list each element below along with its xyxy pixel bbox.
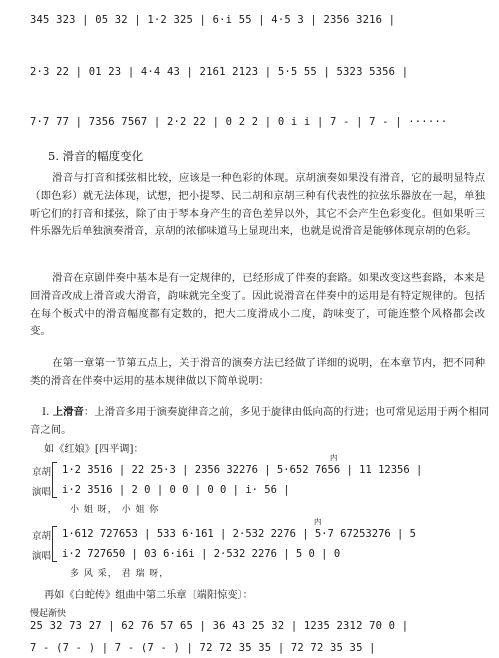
notation-row-3: 7·7 77 | 7356 7567 | 2·2 22 | 0 2 2 | 0 i i | 7 - | 7 - | ······: [30, 116, 448, 128]
lyrics-line: 小 姐 呀， 小 姐 你: [70, 505, 160, 515]
lyrics-line: 多 风 采， 君 瑞 呀，: [70, 569, 170, 579]
part-label-jinghu: 京胡: [32, 467, 52, 478]
notation-row-1: 345 323 | 05 32 | 1·2 325 | 6·i 55 | 4·5 3 | 2356 3216 |: [30, 14, 396, 26]
example-2-row-2: 7 - (7 - ) | 7 - (7 - ) | 72 72 35 35 | 72 72 35 35 |: [30, 642, 376, 654]
example-1-label: 如《红娘》[四平调]：: [44, 444, 144, 455]
paragraph-1-text: 滑音与打音和揉弦相比较，应该是一种色彩的体现。京胡演奏如果没有滑音，它的最明显特点（即色彩）就无法体现，试想，把小提琴、民二胡和京胡三种有代表性的拉弦乐器放在一起，单独听它们的打音和揉弦，除了由于琴本身产生的音色差异以外，其它不会产生色彩变化。但如果听三件乐器先后单独演奏滑音，京胡的浓郁味道马上显现出来，也就是说滑音是能够体现京胡的色彩。: [30, 172, 485, 238]
part-label-jinghu: 京胡: [32, 531, 52, 542]
tempo-mark: 慢起渐快: [30, 609, 67, 619]
paragraph-3: [30, 355, 485, 391]
part-label-vocal: 演唱: [32, 551, 52, 562]
example-2-label: 再如《白蛇传》组曲中第二乐章〔端阳惊变〕：: [44, 590, 253, 601]
score-system-1: [30, 453, 490, 516]
paragraph-3-text: 在第一章第一节第五点上，关于滑音的演奏方法已经做了详细的说明，在本章节内，把不同种类的滑音在伴奏中运用的基本规律做以下简单说明：: [30, 357, 485, 387]
score-system-2: [30, 517, 490, 580]
score-brace: [52, 526, 57, 562]
paragraph-2: [30, 270, 485, 341]
paragraph-1: [30, 170, 485, 241]
jinghu-line: 1·2 3516 | 22 25·3 | 2356 32276 | 5·652 7656 | 11 12356 |: [62, 464, 423, 476]
vocal-line: i·2 3516 | 2 0 | 0 0 | 0 0 | i· 56 |: [62, 484, 290, 496]
score-brace: [52, 462, 57, 498]
notation-row-2: 2·3 22 | 01 23 | 4·4 43 | 2161 2123 | 5·5 55 | 5323 5356 |: [30, 66, 409, 78]
part-label-vocal: 演唱: [32, 487, 52, 498]
subsection-text: ：上滑音多用于演奏旋律音之前，多见于旋律由低向高的行进；也可常见运用于两个相同音之间。: [30, 406, 490, 436]
section-heading: 5. 滑音的幅度变化: [48, 149, 144, 163]
subsection-number: Ⅰ.: [42, 406, 50, 418]
mark-nei: 内: [330, 453, 338, 462]
subsection-heading: [30, 404, 490, 440]
mark-nei: 内: [314, 517, 322, 526]
subsection-term: 上滑音: [52, 406, 84, 418]
vocal-line: i·2 727650 | 03 6·i6i | 2·532 2276 | 5 0 | 0: [62, 548, 341, 560]
example-2-row-1: 25 32 73 27 | 62 76 57 65 | 36 43 25 32 | 1235 2312 70 0 |: [30, 620, 409, 632]
jinghu-line: 1·612 727653 | 533 6·161 | 2·532 2276 | 5·7 67253276 | 5: [62, 528, 417, 540]
paragraph-2-text: 滑音在京剧伴奏中基本是有一定规律的，已经形成了伴奏的套路。如果改变这些套路，本来是回滑音改成上滑音或大滑音，韵味就完全变了。因此说滑音在伴奏中的运用是有特定规律的。包括在每个板式中的滑音幅度都有定数的，把大二度滑成小二度，韵味变了，可能连整个风格都会改变。: [30, 272, 485, 338]
